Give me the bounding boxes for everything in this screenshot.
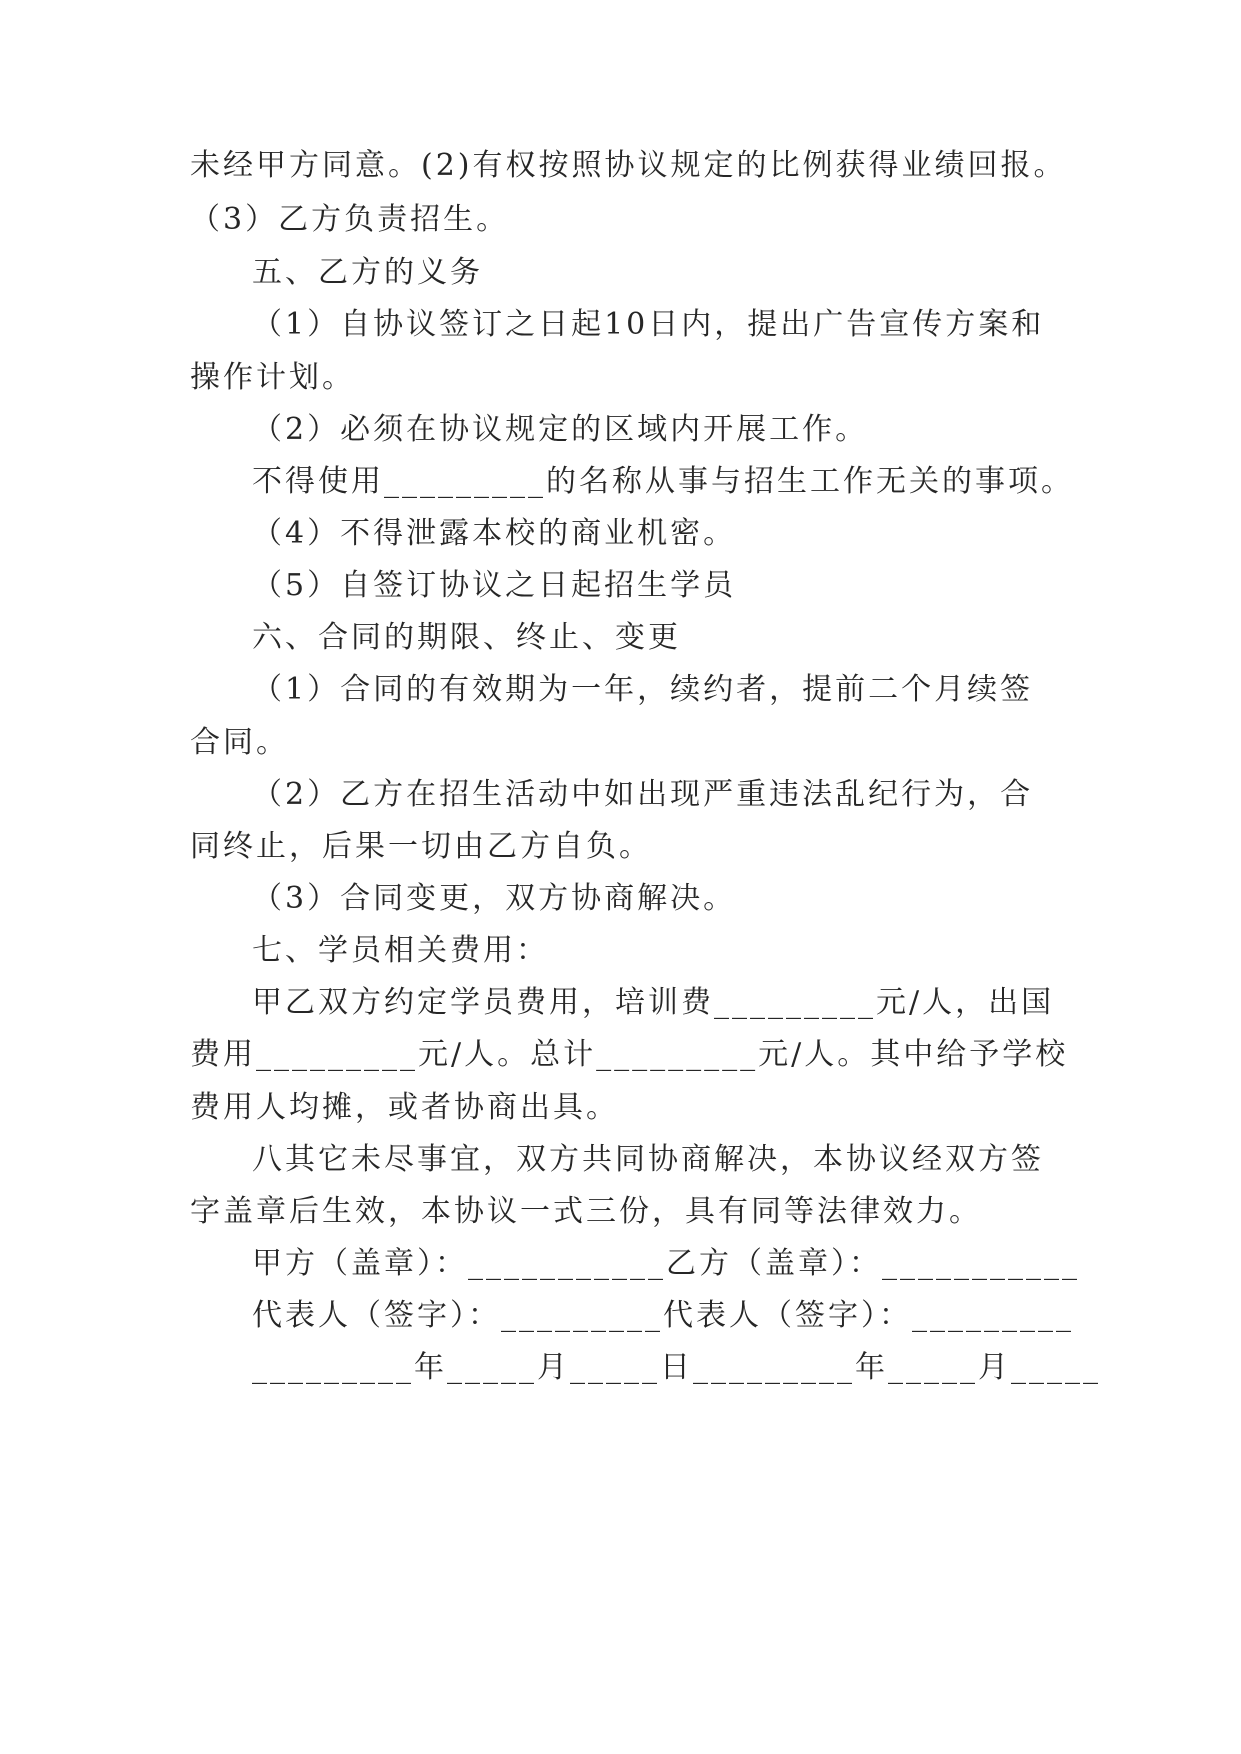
text-line: 字盖章后生效，本协议一式三份，具有同等法律效力。 — [190, 1194, 982, 1229]
signature-line: 代表人（签字）：_________代表人（签字）：_________ — [252, 1298, 1074, 1333]
section-heading: 五、乙方的义务 — [252, 255, 483, 290]
text-line: （4）不得泄露本校的商业机密。 — [252, 516, 737, 551]
text-line: 操作计划。 — [190, 360, 355, 395]
text-line: 费用人均摊，或者协商出具。 — [190, 1090, 619, 1125]
text-line: 不得使用_________的名称从事与招生工作无关的事项。 — [252, 464, 1074, 499]
text-line: 八其它未尽事宜，双方共同协商解决，本协议经双方签 — [252, 1142, 1044, 1177]
date-line: _________年_____月_____日_________年_____月_____ — [252, 1350, 1101, 1385]
text-line: 费用_________元/人。总计_________元/人。其中给予学校 — [190, 1037, 1069, 1072]
section-heading: 七、学员相关费用： — [252, 933, 549, 968]
section-heading: 六、合同的期限、终止、变更 — [252, 620, 681, 655]
text-line: （2）必须在协议规定的区域内开展工作。 — [252, 412, 869, 447]
text-line: 未经甲方同意。(2)有权按照协议规定的比例获得业绩回报。 — [190, 148, 1067, 183]
text-line: （1）合同的有效期为一年，续约者，提前二个月续签 — [252, 672, 1034, 707]
text-line: （3）合同变更，双方协商解决。 — [252, 881, 737, 916]
text-line: 同终止，后果一切由乙方自负。 — [190, 829, 652, 864]
signature-line: 甲方（盖章）：___________乙方（盖章）：___________ — [252, 1246, 1080, 1281]
text-line: 甲乙双方约定学员费用，培训费_________元/人，出国 — [252, 985, 1055, 1020]
text-line: （3）乙方负责招生。 — [190, 202, 510, 237]
text-line: （2）乙方在招生活动中如出现严重违法乱纪行为，合 — [252, 777, 1034, 812]
text-line: （1）自协议签订之日起10日内，提出广告宣传方案和 — [252, 307, 1045, 342]
text-line: 合同。 — [190, 725, 289, 760]
text-line: （5）自签订协议之日起招生学员 — [252, 568, 737, 603]
